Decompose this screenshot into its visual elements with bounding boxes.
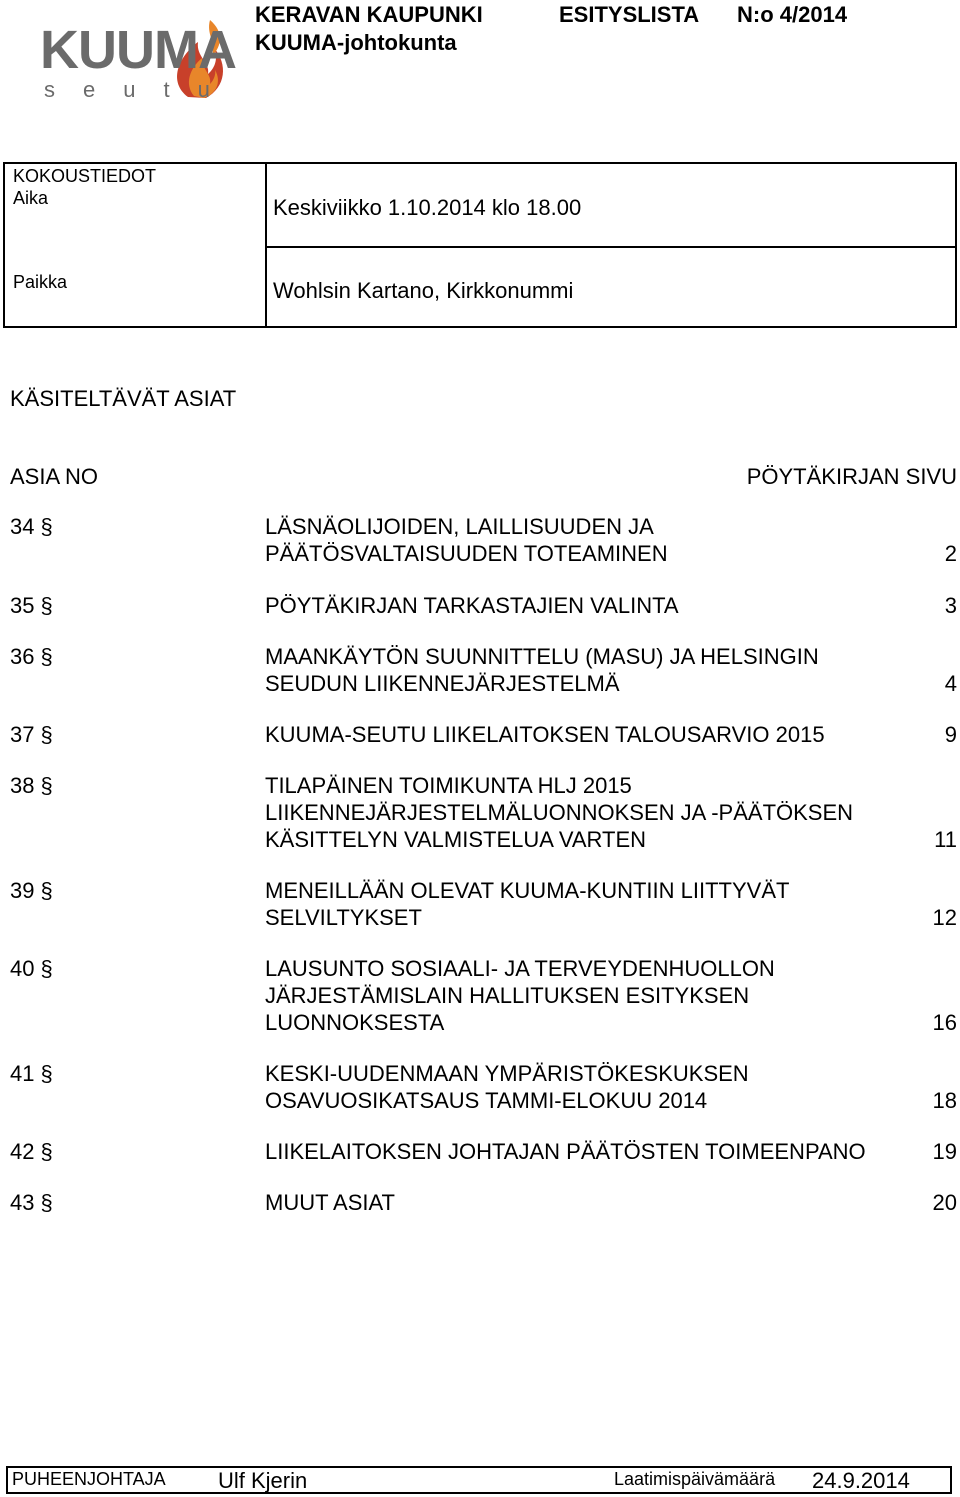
agenda-item-page: 4 bbox=[944, 671, 957, 696]
agenda-item-title-line: MENEILLÄÄN OLEVAT KUUMA-KUNTIIN LIITTYVÄT bbox=[265, 878, 790, 903]
agenda-item-number bbox=[10, 592, 53, 619]
column-header-item-no: ASIA NO bbox=[10, 464, 99, 489]
logo-subtitle: seutu bbox=[44, 77, 238, 102]
agenda-item-title bbox=[265, 877, 925, 931]
agenda-item-title-line: MAANKÄYTÖN SUUNNITTELU (MASU) JA HELSINGIN bbox=[265, 644, 819, 669]
agenda-item-title-line: SEUDUN LIIKENNEJÄRJESTELMÄ bbox=[265, 671, 620, 696]
agenda-item bbox=[0, 592, 960, 619]
divider bbox=[265, 246, 955, 248]
agenda-item-title bbox=[265, 513, 925, 567]
signature-footer bbox=[6, 1466, 952, 1494]
agenda-item-number bbox=[10, 513, 53, 540]
agenda-item-title bbox=[265, 592, 925, 619]
agenda-item-title bbox=[265, 1138, 925, 1165]
agenda-item-number-text: 34 bbox=[10, 514, 35, 539]
time-value: Keskiviikko 1.10.2014 klo 18.00 bbox=[273, 195, 582, 220]
agenda-item-number-text: 39 bbox=[10, 878, 35, 903]
section-symbol: § bbox=[40, 878, 53, 903]
agenda-item-page: 18 bbox=[932, 1088, 957, 1113]
agenda-item-title-line: PÄÄTÖSVALTAISUUDEN TOTEAMINEN bbox=[265, 541, 668, 566]
agenda-item-title bbox=[265, 721, 925, 748]
agenda-item-number bbox=[10, 877, 53, 904]
agenda-item bbox=[0, 513, 960, 567]
agenda-item bbox=[0, 772, 960, 853]
section-symbol: § bbox=[40, 1190, 53, 1215]
agenda-item-title-line: LÄSNÄOLIJOIDEN, LAILLISUUDEN JA bbox=[265, 514, 654, 539]
agenda-item-page: 16 bbox=[932, 1010, 957, 1035]
agenda-item-title-line: OSAVUOSIKATSAUS TAMMI-ELOKUU 2014 bbox=[265, 1088, 708, 1113]
agenda-item-number-text: 43 bbox=[10, 1190, 35, 1215]
agenda-item-title-line: PÖYTÄKIRJAN TARKASTAJIEN VALINTA bbox=[265, 593, 679, 618]
agenda-item-number-text: 37 bbox=[10, 722, 35, 747]
date-label: Laatimispäivämäärä bbox=[614, 1469, 776, 1489]
agenda-item-page: 3 bbox=[944, 593, 957, 618]
divider bbox=[265, 164, 267, 326]
document-number: N:o 4/2014 bbox=[737, 2, 848, 27]
agenda-item-page: 2 bbox=[944, 541, 957, 566]
agenda-item-title-line: KÄSITTELYN VALMISTELUA VARTEN bbox=[265, 827, 647, 852]
agenda-item-title bbox=[265, 772, 925, 853]
agenda-item bbox=[0, 721, 960, 748]
agenda-item-title-line: MUUT ASIAT bbox=[265, 1190, 395, 1215]
agenda-item-title-line: SELVILTYKSET bbox=[265, 905, 422, 930]
agenda-item-number-text: 42 bbox=[10, 1139, 35, 1164]
agenda-item-number-text: 40 bbox=[10, 956, 35, 981]
section-symbol: § bbox=[40, 956, 53, 981]
agenda-item-number-text: 38 bbox=[10, 773, 35, 798]
agenda-item-number bbox=[10, 772, 53, 799]
column-header-page: PÖYTÄKIRJAN SIVU bbox=[746, 464, 957, 489]
agenda-item bbox=[0, 643, 960, 697]
chair-label: PUHEENJOHTAJA bbox=[12, 1469, 166, 1489]
agenda-item-title-line: LIIKELAITOKSEN JOHTAJAN PÄÄTÖSTEN TOIMEENPANO bbox=[265, 1139, 866, 1164]
section-symbol: § bbox=[40, 514, 53, 539]
agenda-item bbox=[0, 877, 960, 931]
agenda-heading: KÄSITELTÄVÄT ASIAT bbox=[10, 386, 237, 411]
agenda-item-page: 20 bbox=[932, 1190, 957, 1215]
agenda-item-page: 9 bbox=[944, 722, 957, 747]
agenda-item-number-text: 36 bbox=[10, 644, 35, 669]
section-symbol: § bbox=[40, 644, 53, 669]
logo-wordmark: KUUMA bbox=[40, 20, 236, 80]
agenda-item-title bbox=[265, 1060, 925, 1114]
section-symbol: § bbox=[40, 1061, 53, 1086]
document-type: ESITYSLISTA bbox=[559, 2, 700, 27]
section-symbol: § bbox=[40, 773, 53, 798]
agenda-item-number bbox=[10, 1189, 53, 1216]
time-label: Aika bbox=[13, 188, 49, 208]
agenda-item-page: 12 bbox=[932, 905, 957, 930]
agenda-item bbox=[0, 1060, 960, 1114]
agenda-item-title-line: JÄRJESTÄMISLAIN HALLITUKSEN ESITYKSEN bbox=[265, 983, 750, 1008]
agenda-item-number bbox=[10, 643, 53, 670]
date-value: 24.9.2014 bbox=[812, 1468, 910, 1493]
agenda-item bbox=[0, 1138, 960, 1165]
kuuma-logo bbox=[38, 12, 238, 102]
agenda-item bbox=[0, 955, 960, 1036]
place-value: Wohlsin Kartano, Kirkkonummi bbox=[273, 278, 574, 303]
city-name: KERAVAN KAUPUNKI bbox=[255, 2, 483, 27]
agenda-item-title-line: LAUSUNTO SOSIAALI- JA TERVEYDENHUOLLON bbox=[265, 956, 775, 981]
agenda-item-number bbox=[10, 1138, 53, 1165]
section-symbol: § bbox=[40, 593, 53, 618]
agenda-item-number-text: 35 bbox=[10, 593, 35, 618]
meeting-section-label: KOKOUSTIEDOT bbox=[13, 166, 157, 186]
agenda-item-title-line: KESKI-UUDENMAAN YMPÄRISTÖKESKUKSEN bbox=[265, 1061, 749, 1086]
agenda-item-title bbox=[265, 643, 925, 697]
section-symbol: § bbox=[40, 722, 53, 747]
agenda-item-title bbox=[265, 1189, 925, 1216]
chair-name: Ulf Kjerin bbox=[218, 1468, 308, 1493]
meeting-info-box bbox=[3, 162, 957, 328]
agenda-item-number-text: 41 bbox=[10, 1061, 35, 1086]
agenda-item-title-line: KUUMA-SEUTU LIIKELAITOKSEN TALOUSARVIO 2015 bbox=[265, 722, 825, 747]
section-symbol: § bbox=[40, 1139, 53, 1164]
agenda-item bbox=[0, 1189, 960, 1216]
body-name: KUUMA-johtokunta bbox=[255, 30, 457, 55]
agenda-item-title-line: LIIKENNEJÄRJESTELMÄLUONNOKSEN JA -PÄÄTÖKSEN bbox=[265, 800, 854, 825]
agenda-item-page: 19 bbox=[932, 1139, 957, 1164]
agenda-item-title-line: LUONNOKSESTA bbox=[265, 1010, 445, 1035]
agenda-item-number bbox=[10, 955, 53, 982]
agenda-item-title bbox=[265, 955, 925, 1036]
place-label: Paikka bbox=[13, 272, 68, 292]
agenda-item-title-line: TILAPÄINEN TOIMIKUNTA HLJ 2015 bbox=[265, 773, 632, 798]
agenda-item-page: 11 bbox=[934, 827, 957, 852]
agenda-item-number bbox=[10, 1060, 53, 1087]
agenda-item-number bbox=[10, 721, 53, 748]
